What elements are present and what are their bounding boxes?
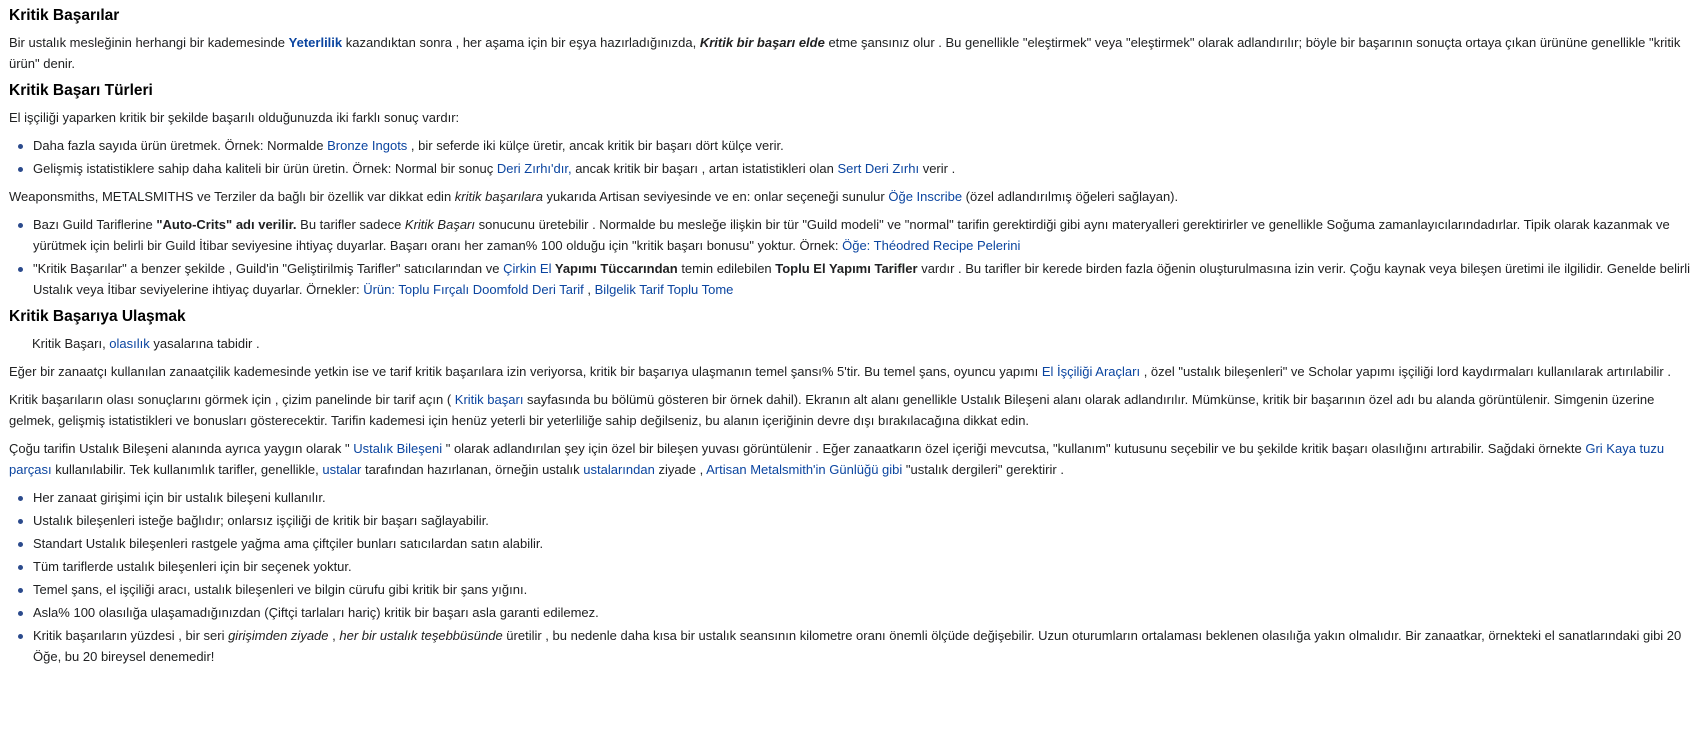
- list-item: [33, 625, 1690, 667]
- text: Daha fazla sayıda ürün üretmek. Örnek: Normalde: [33, 138, 328, 153]
- list-guild-recipes: [9, 214, 1690, 300]
- link-mastery-component[interactable]: Ustalık Bileşeni: [353, 441, 443, 456]
- link-doomfold-recipe[interactable]: Ürün: Toplu Fırçalı Doomfold Deri Tarif: [363, 282, 584, 297]
- text: (özel adlandırılmış öğeleri sağlayan).: [962, 189, 1179, 204]
- list-item: Tüm tariflerde ustalık bileşenleri için bir seçenek yoktur.: [33, 556, 1690, 577]
- text: Bazı Guild Tariflerine: [33, 217, 157, 232]
- link-ugly-hand[interactable]: Çirkin El: [503, 261, 552, 276]
- link-artisan-journal[interactable]: Artisan Metalsmith'in Günlüğü gibi: [706, 462, 903, 477]
- text: sayfasında bu bölümü gösteren bir örnek dahil). Ekranın alt alanı genellikle Ustalık Bileşeni alanı olarak adlandırılır. Mümkünse, kritik bir başarının özel adı bu alanda görüntülenir. Simgenin üzerine gelmek, gelişmiş istatistikleri ve bonusları gösterecektir. Tarifin kademesi için henüz yeterli bir yeterliliğe sahip değilseniz, bu alanın içeriğinin devre dışı bırakılacağına dikkat edin.: [9, 392, 1655, 428]
- emphasis: girişimden ziyade: [228, 628, 329, 643]
- list-item: [33, 258, 1690, 300]
- link-grey-rock-salt[interactable]: Gri Kaya tuzu parçası: [9, 441, 1665, 477]
- text: ziyade ,: [654, 462, 707, 477]
- text: yasalarına tabidir .: [149, 336, 260, 351]
- text: tarafından hazırlanan, örneğin ustalık: [361, 462, 584, 477]
- text: Bir ustalık mesleğinin herhangi bir kademesinde: [9, 35, 289, 50]
- paragraph-results: [9, 389, 1690, 431]
- text: , özel "ustalık bileşenleri" ve Scholar yapımı işçiliği lord kaydırmaları kullanılarak artırılabilir .: [1140, 364, 1671, 379]
- link-probability[interactable]: olasılık: [109, 336, 150, 351]
- list-types: [9, 135, 1690, 179]
- paragraph-weaponsmiths: [9, 186, 1690, 207]
- list-item: Temel şans, el işçiliği aracı, ustalık bileşenleri ve bilgin cürufu gibi kritik bir şans yığını.: [33, 579, 1690, 600]
- link-proficiency[interactable]: Yeterlilik: [288, 35, 343, 50]
- list-item: Standart Ustalık bileşenleri rastgele yağma ama çiftçiler bunları satıcılardan satın alabilir.: [33, 533, 1690, 554]
- paragraph-intro: [9, 32, 1690, 74]
- text: ,: [583, 282, 595, 297]
- text: etme şansınız olur . Bu genellikle "eleştirmek" veya "eleştirmek" olarak adlandırılır; böyle bir başarının sonuçta ortaya çıkan ürününe genellikle "kritik ürün" denir.: [9, 35, 1681, 71]
- emphasis: kritik başarılara: [454, 189, 543, 204]
- paragraph-base-chance: [9, 361, 1690, 382]
- list-notes: [9, 487, 1690, 667]
- list-item: [33, 158, 1690, 179]
- bold-text: Toplu El Yapımı Tarifler: [775, 261, 918, 276]
- list-item: Ustalık bileşenleri isteğe bağlıdır; onlarsız işçiliği de kritik bir başarı sağlayabilir.: [33, 510, 1690, 531]
- link-critical-success[interactable]: Kritik başarı: [454, 392, 524, 407]
- text: , bir seferde iki külçe üretir, ancak kritik bir başarı dört külçe verir.: [407, 138, 784, 153]
- text: kazandıktan sonra , her aşama için bir eşya hazırladığınızda,: [342, 35, 700, 50]
- link-inscribe-item[interactable]: Öğe Inscribe: [888, 189, 963, 204]
- paragraph-component: [9, 438, 1690, 480]
- list-item: [33, 214, 1690, 256]
- text: Kritik başarıların yüzdesi , bir seri: [33, 628, 229, 643]
- link-hard-leather-armour[interactable]: Sert Deri Zırhı: [837, 161, 920, 176]
- section-title-critical-success: Kritik Başarılar: [9, 7, 120, 24]
- link-masters-2[interactable]: ustalarından: [583, 462, 655, 477]
- link-leather-armour[interactable]: Deri Zırhı'dır,: [496, 161, 572, 176]
- text: kullanılabilir. Tek kullanımlık tarifler, genellikle,: [51, 462, 323, 477]
- text: verir .: [919, 161, 956, 176]
- link-wisdom-tome[interactable]: Bilgelik Tarif Toplu Tome: [594, 282, 734, 297]
- section-title-critical-types: Kritik Başarı Türleri: [9, 82, 153, 99]
- text: Kritik başarıların olası sonuçlarını görmek için , çizim panelinde bir tarif açın (: [9, 392, 455, 407]
- bold-auto-crits: "Auto-Crits" adı verilir.: [156, 217, 297, 232]
- link-crafting-tools[interactable]: El İşçiliği Araçları: [1041, 364, 1141, 379]
- text: Bu tarifler sadece: [296, 217, 405, 232]
- emphasis: Kritik Başarı: [404, 217, 475, 232]
- text: yukarıda Artisan seviyesinde ve en: onlar seçeneği sunulur: [542, 189, 889, 204]
- text: "Kritik Başarılar" a benzer şekilde , Guild'in "Geliştirilmiş Tarifler" satıcılarından ve: [33, 261, 504, 276]
- text: "ustalık dergileri" gerektirir .: [902, 462, 1064, 477]
- link-masters[interactable]: ustalar: [322, 462, 362, 477]
- text: Kritik Başarı,: [32, 336, 110, 351]
- text: ancak kritik bir başarı , artan istatistikleri olan: [571, 161, 838, 176]
- emphasis: her bir ustalık teşebbüsünde: [339, 628, 503, 643]
- text: Gelişmiş istatistiklere sahip daha kaliteli bir ürün üretin. Örnek: Normal bir sonuç: [33, 161, 497, 176]
- text: Weaponsmiths, METALSMITHS ve Terziler da bağlı bir özellik var dikkat edin: [9, 189, 455, 204]
- text: sonucunu üretebilir . Normalde bu mesleğe ilişkin bir tür "Guild modeli" ve "normal" tarifin gerektirdiği gibi aynı materyalleri gerektirirler ve genellikle Soğuma zamanlayıcılarındadırlar. Tipik olarak kazanmak ve yürütmek için belirli bir Guild İtibar seviyesine ihtiyaç duyarlar. Başarı oranı her zaman% 100 olduğu için "kritik başarı bonusu" yoktur. Örnek:: [33, 217, 1670, 253]
- bold-text: Yapımı Tüccarından: [551, 261, 678, 276]
- emphasis-critical: Kritik bir başarı elde: [699, 35, 825, 50]
- note-probability: [9, 333, 1690, 354]
- text: Çoğu tarifin Ustalık Bileşeni alanında ayrıca yaygın olarak ": [9, 441, 354, 456]
- list-item: Asla% 100 olasılığa ulaşamadığınızdan (Çiftçi tarlaları hariç) kritik bir başarı asla garanti edilemez.: [33, 602, 1690, 623]
- paragraph-types-intro: El işçiliği yaparken kritik bir şekilde başarılı olduğunuzda iki farklı sonuç vardır:: [9, 110, 460, 125]
- list-item: Her zanaat girişimi için bir ustalık bileşeni kullanılır.: [33, 487, 1690, 508]
- text: " olarak adlandırılan şey için özel bir bileşen yuvası görüntülenir . Eğer zanaatkarın özel içeriği mevcutsa, "kullanım" kutusunu seçebilir ve bu şekilde kritik başarı olasılığını artırabilir. Sağdaki örnekte: [442, 441, 1586, 456]
- text: temin edilebilen: [677, 261, 776, 276]
- text: vardır . Bu tarifler bir kerede birden fazla öğenin oluşturulmasına izin verir. Çoğu kaynak veya bileşen üretimi ile ilgilidir. Genelde belirli Ustalık veya İtibar seviyelerine ihtiyaç duyarlar. Örnekler:: [33, 261, 1691, 297]
- text: ,: [328, 628, 340, 643]
- section-title-achieving: Kritik Başarıya Ulaşmak: [9, 308, 186, 325]
- text: üretilir , bu nedenle daha kısa bir ustalık seansının kilometre oranı önemli ölçüde değişebilir. Uzun oturumların ortalaması beklenen olasılığa yakın olmalıdır. Bir zanaatkar, örnekteki el sanatlarındaki gibi 20 Öğe, bu 20 bireysel denemedir!: [33, 628, 1682, 664]
- list-item: [33, 135, 1690, 156]
- link-theodred-cloak[interactable]: Öğe: Théodred Recipe Pelerini: [842, 238, 1021, 253]
- link-bronze-ingots[interactable]: Bronze Ingots: [327, 138, 408, 153]
- text: Eğer bir zanaatçı kullanılan zanaatçilik kademesinde yetkin ise ve tarif kritik başarılara izin veriyorsa, kritik bir başarıya ulaşmanın temel şansı% 5'tir. Bu temel şans, oyuncu yapımı: [9, 364, 1042, 379]
